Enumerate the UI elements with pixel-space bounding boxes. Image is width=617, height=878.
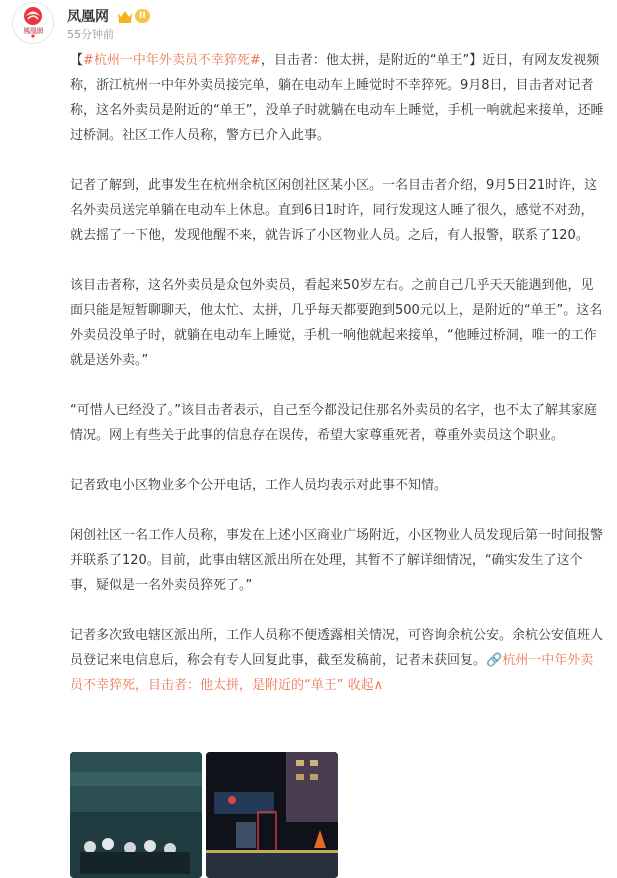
article-link[interactable]: 杭州一中年外卖员不幸猝死，目击者：他太拼，是附近的“单王” <box>70 653 594 693</box>
paragraph-5: 记者致电小区物业多个公开电话，工作人员均表示对此事不知情。 <box>70 478 448 493</box>
paragraph-7 <box>70 623 605 698</box>
post-time[interactable]: 55分钟前 <box>67 28 114 41</box>
paragraph-2: 记者了解到，此事发生在杭州余杭区闲创社区某小区。一名目击者介绍，9月5日21时许，这名外卖员送完单躺在电动车上休息。直到6日1时许，同行发现这人睡了很久，感觉不对劲，就去摇了一下他，发现他醒不来，就告诉了小区物业人员。之后，有人报警，联系了120。 <box>70 178 598 243</box>
paragraph-4: “可惜人已经没了。”该目击者表示，自己至今都没记住那名外卖员的名字，也不太了解其家庭情况。网上有些关于此事的信息存在误传，希望大家尊重死者，尊重外卖员这个职业。 <box>70 403 597 443</box>
hashtag-link[interactable]: #杭州一中年外卖员不幸猝死# <box>83 53 261 68</box>
paragraph-1-text: ，目击者：他太拼，是附近的“单王”】近日，有网友发视频称，浙江杭州一中年外卖员接完单，躺在电动车上睡觉时不幸猝死。9月8日，目击者对记者称，这名外卖员是附近的“单王”，没单子时就躺在电动车上睡觉，手机一响就起来接单，还睡过桥洞。社区工作人员称，警方已介入此事。 <box>70 53 604 143</box>
image-gallery <box>70 752 340 878</box>
member-badge[interactable]: II <box>135 9 150 23</box>
street-scene-image <box>206 752 338 878</box>
paragraph-1 <box>70 48 605 148</box>
night-scene-image <box>70 752 202 878</box>
photo-thumbnail-1[interactable] <box>70 752 202 878</box>
link-icon[interactable]: 🔗 <box>486 653 503 668</box>
post-body <box>70 48 605 698</box>
post-header <box>12 2 607 44</box>
paragraph-3: 该目击者称，这名外卖员是众包外卖员，看起来50岁左右。之前自己几乎天天能遇到他，见面只能是短暂聊聊天，他太忙、太拼，几乎每天都要跑到500元以上，是附近的“单王”。这名外卖员没单子时，就躺在电动车上睡觉，手机一响他就起来接单，“他睡过桥洞，唯一的工作就是送外卖。” <box>70 278 603 368</box>
paragraph-7-text: 记者多次致电辖区派出所，工作人员称不便透露相关情况，可咨询余杭公安。余杭公安值班人员登记来电信息后，称会有专人回复此事，截至发稿前，记者未获回复。 <box>70 628 604 668</box>
paragraph-6: 闲创社区一名工作人员称，事发在上述小区商业广场附近，小区物业人员发现后第一时间报警并联系了120。目前，此事由辖区派出所在处理，其暂不了解详细情况，“确实发生了这个事，疑似是一名外卖员猝死了。” <box>70 528 604 593</box>
avatar[interactable] <box>12 2 54 44</box>
crown-icon <box>117 9 133 23</box>
chevron-up-icon[interactable]: ∧ <box>373 678 384 693</box>
phoenix-logo-icon <box>13 3 53 43</box>
photo-thumbnail-2[interactable] <box>206 752 338 878</box>
author-name[interactable]: 凤凰网 <box>67 9 109 25</box>
lead-bracket: 【 <box>70 53 84 68</box>
avatar-label: 鳳凰網 <box>23 27 43 35</box>
author-row <box>67 6 150 26</box>
collapse-button[interactable]: 收起 <box>347 678 374 693</box>
